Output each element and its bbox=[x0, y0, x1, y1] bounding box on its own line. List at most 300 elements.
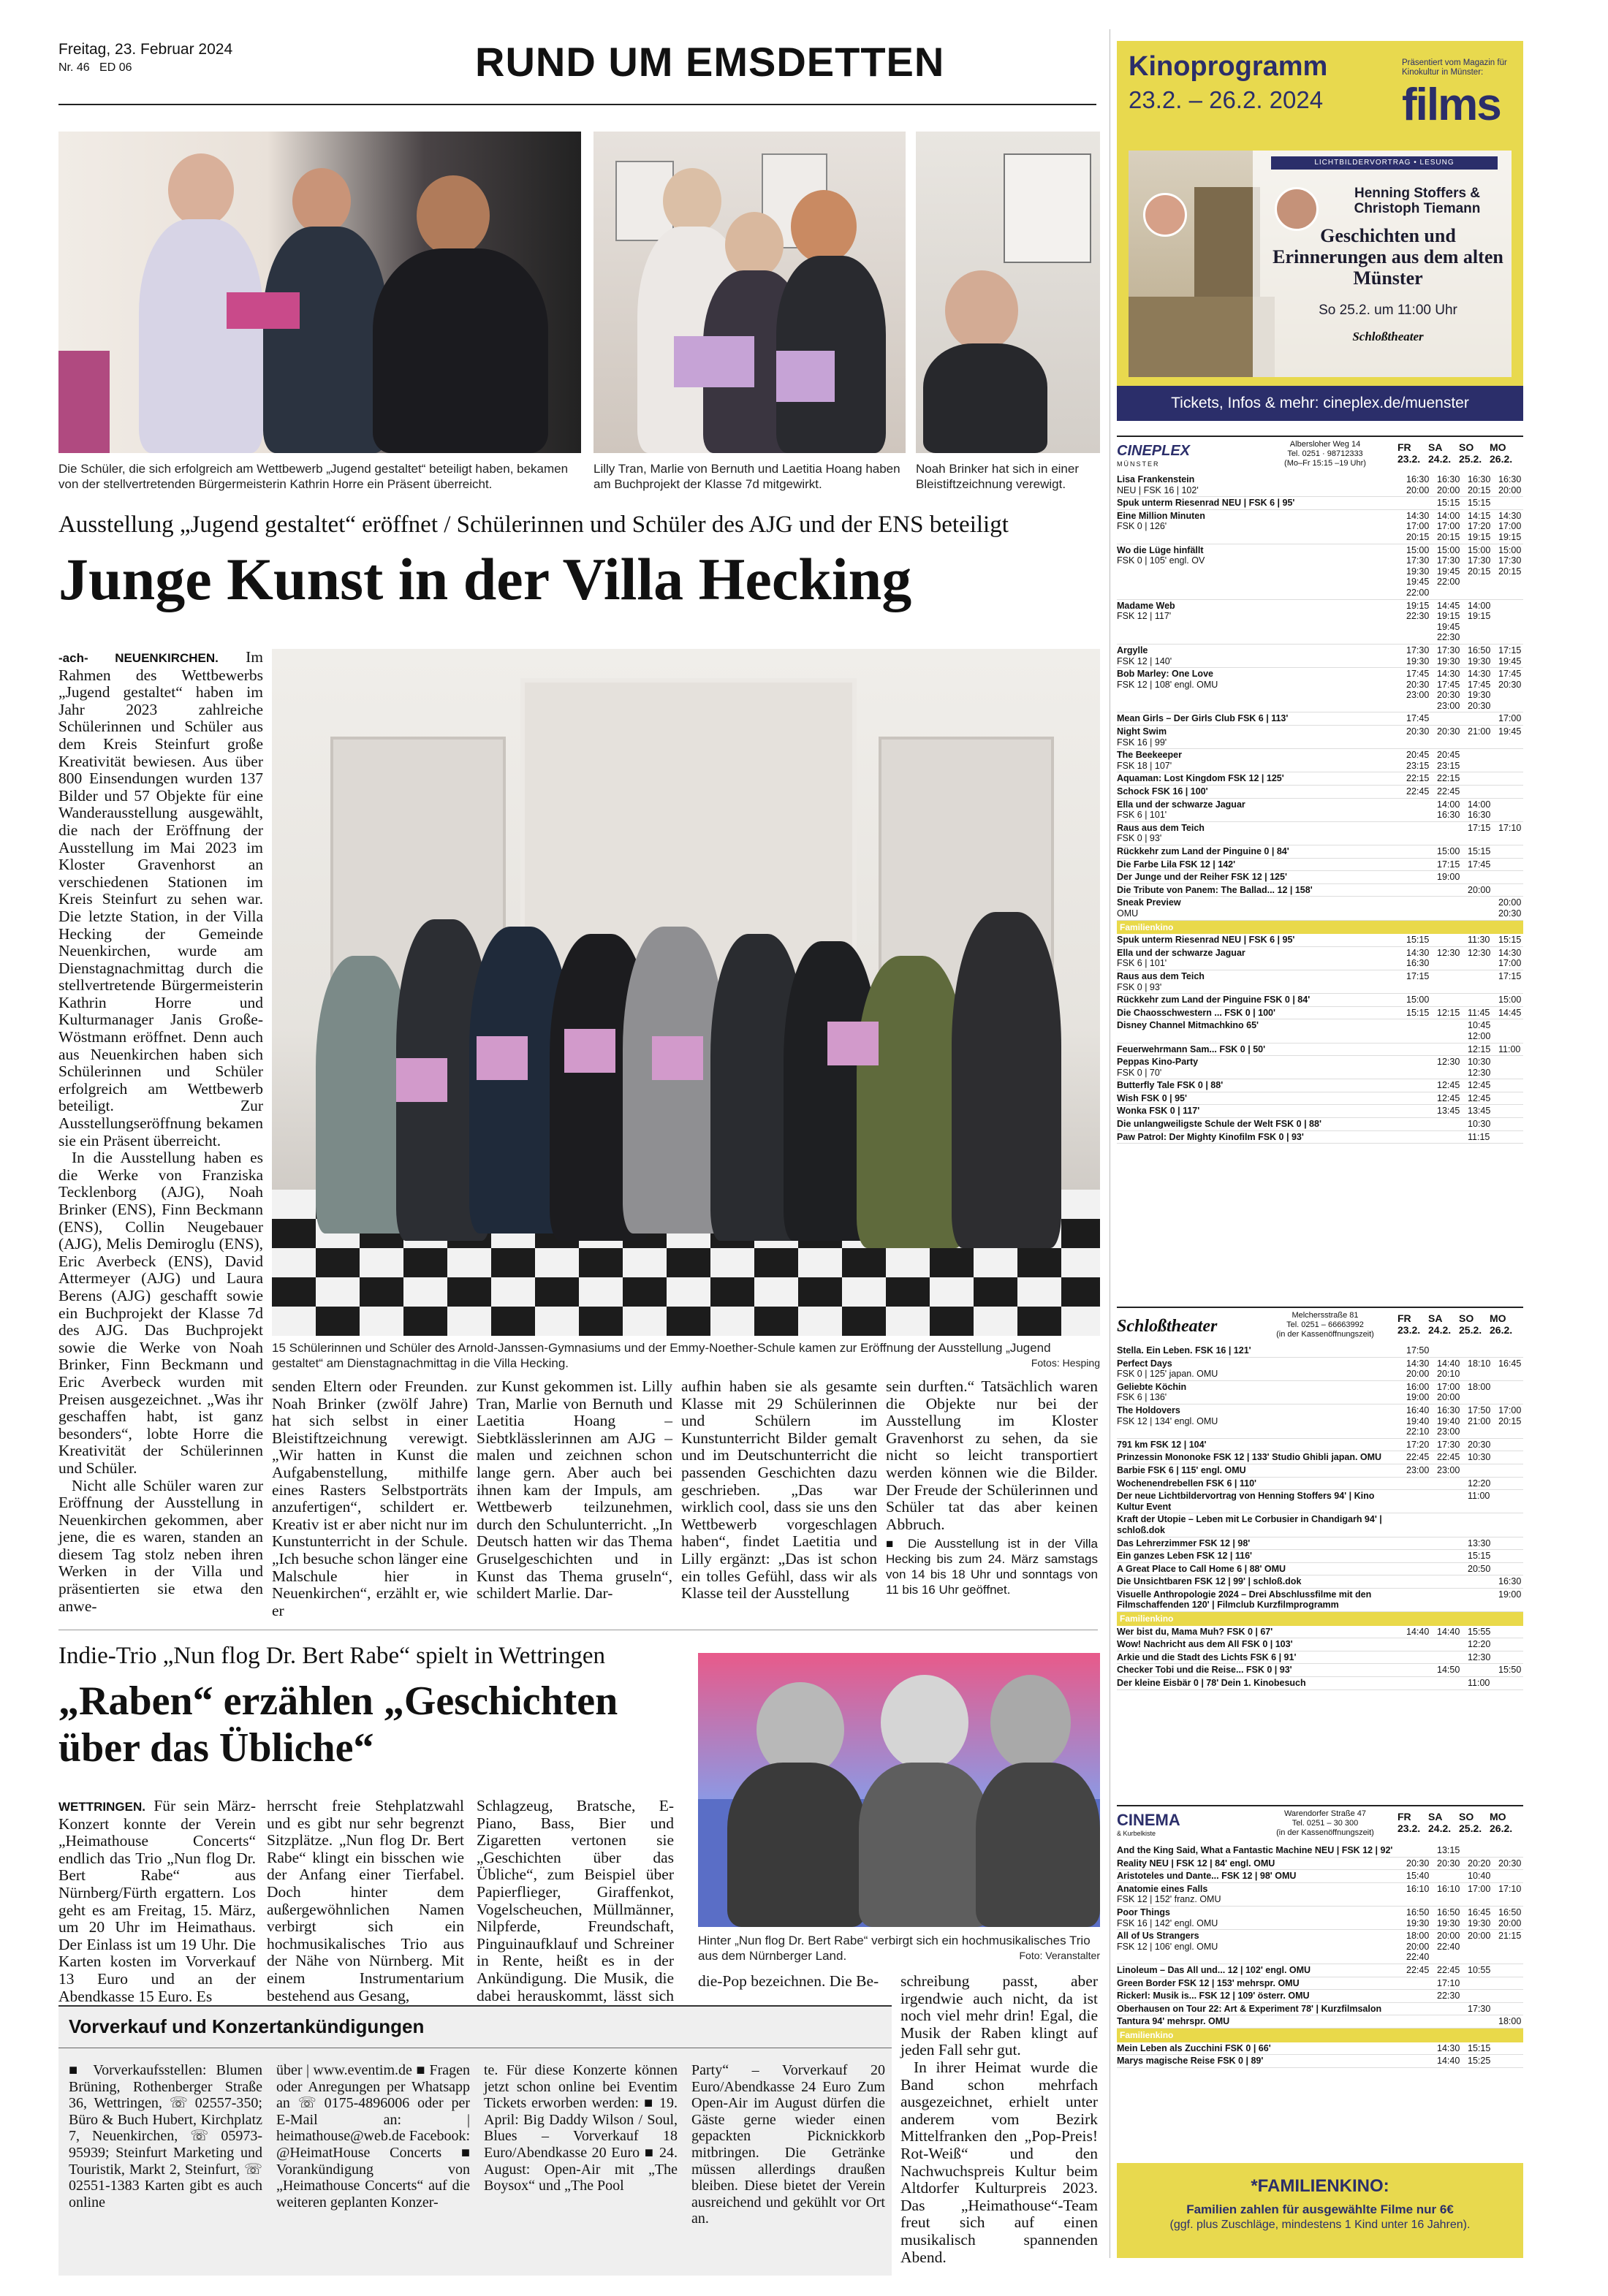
film-info: OMU bbox=[1117, 908, 1139, 919]
film-title bbox=[1117, 1382, 1400, 1403]
addr: Melchersstraße 81 bbox=[1292, 1311, 1359, 1320]
showtime: 20:00 20:30 bbox=[1498, 897, 1522, 919]
showtime bbox=[1406, 2004, 1431, 2015]
showtime: 16:30 20:00 bbox=[1498, 474, 1522, 495]
showtime: 16:30 20:15 bbox=[1468, 474, 1491, 495]
showtime bbox=[1498, 498, 1523, 509]
film-name: Wow! Nachricht aus dem All FSK 0 | 103' bbox=[1117, 1639, 1293, 1650]
film-title bbox=[1117, 1057, 1400, 1078]
addr: Albersloher Weg 14 bbox=[1289, 440, 1361, 449]
presale-text: Party“ – Vorverkauf 20 Euro/Abendkasse 24 Euro Zum Open-Air im August dürfen die Gäste gerne wieder einen gepackten Picknickkorb mitbringen. Die Getränke müssen allerdings draußen bleiben. Diese bietet der Verein ausreichend und gekühlt vor Ort an. bbox=[691, 2062, 885, 2227]
showtime bbox=[1498, 1057, 1523, 1078]
showtime: 16:10 bbox=[1437, 1883, 1460, 1894]
schloss-contact bbox=[1263, 1311, 1387, 1339]
film-name: Raus aus dem Teich bbox=[1117, 822, 1205, 833]
film-name: Wo die Lüge hinfällt bbox=[1117, 544, 1204, 555]
showtime bbox=[1406, 897, 1431, 919]
showtime bbox=[1406, 1132, 1431, 1143]
issue: Nr. 46 bbox=[58, 61, 90, 74]
showtime bbox=[1498, 1538, 1523, 1549]
film-name: Rickerl: Musik is... FSK 12 | 109' österr. OMU bbox=[1117, 1991, 1310, 2002]
film-title bbox=[1117, 1491, 1400, 1512]
showtime: 14:40 bbox=[1437, 2056, 1460, 2067]
film-name: Linoleum – Das All und... 12 | 102' engl. OMU bbox=[1117, 1964, 1311, 1975]
film-name: Argylle bbox=[1117, 645, 1148, 655]
showtime: 18:00 bbox=[1468, 1381, 1491, 1392]
schedule-row bbox=[1117, 544, 1523, 600]
date: 26.2. bbox=[1490, 453, 1513, 465]
showtime: 17:00 20:15 bbox=[1498, 1404, 1522, 1426]
film-title bbox=[1117, 1020, 1400, 1041]
showtime bbox=[1406, 1978, 1431, 1989]
film-name: Kraft der Utopie – Leben mit Le Corbusier in Chandigarh 94' | schloß.dok bbox=[1117, 1514, 1382, 1535]
showtime: 17:15 bbox=[1498, 970, 1522, 981]
film-name: The Holdovers bbox=[1117, 1404, 1180, 1415]
showtime: 22:45 bbox=[1406, 1452, 1430, 1463]
tel: Tel. 0251 – 30 300 bbox=[1292, 1819, 1359, 1828]
film-title bbox=[1117, 2043, 1400, 2054]
showtime: 16:45 19:30 bbox=[1468, 1907, 1491, 1928]
film-title bbox=[1117, 1991, 1400, 2002]
ad-speakers: Henning Stoffers & Christoph Tiemann bbox=[1354, 186, 1481, 216]
film-name: Feuerwehrmann Sam... FSK 0 | 50' bbox=[1117, 1044, 1266, 1054]
film-title bbox=[1117, 2004, 1400, 2015]
showtime: 17:45 20:30 23:00 bbox=[1406, 669, 1430, 701]
film-title bbox=[1117, 1465, 1400, 1476]
day: SO bbox=[1459, 441, 1474, 453]
film-title bbox=[1117, 1093, 1400, 1104]
film-name: Paw Patrol: Der Mighty Kinofilm FSK 0 | 93' bbox=[1117, 1131, 1304, 1142]
showtime: 15:00 17:30 19:30 19:45 22:00 bbox=[1406, 544, 1430, 598]
showtime bbox=[1468, 1978, 1493, 1989]
schedule-row bbox=[1117, 1651, 1523, 1665]
schedule-row bbox=[1117, 1439, 1523, 1452]
cineplex-contact bbox=[1274, 440, 1376, 468]
showtime: 12:45 bbox=[1468, 1092, 1491, 1103]
caption-band-photo bbox=[698, 1933, 1100, 1964]
cinema-contact bbox=[1263, 1809, 1387, 1838]
showtime bbox=[1468, 1665, 1493, 1676]
showtime: 14:40 bbox=[1437, 1626, 1460, 1637]
day: MO bbox=[1490, 1312, 1506, 1324]
article-column-5 bbox=[886, 1378, 1098, 1597]
hours: (in der Kassenöffnungszeit) bbox=[1276, 1828, 1374, 1837]
article-text: Nicht alle Schüler waren zur Eröffnung der Ausstellung in Neuenkirchen gekommen, aber jene, die es waren, standen an diesem Tag stolz neben ihren Werken in der Villa und präsentierten sie etwa den anwe- bbox=[58, 1476, 263, 1615]
film-name: Sneak Preview bbox=[1117, 897, 1181, 908]
film-name: Ella und der schwarze Jaguar bbox=[1117, 947, 1245, 958]
date: 23.2. bbox=[1397, 453, 1421, 465]
film-name: Visuelle Anthropologie 2024 – Drei Abschlussfilme mit den Filmschaffenden 120' | Filmclub Kurzfilmprogramm bbox=[1117, 1589, 1372, 1611]
showtime: 17:15 bbox=[1406, 970, 1430, 981]
film-name: Oberhausen on Tour 22: Art & Experiment 78' | Kurzfilmsalon bbox=[1117, 2003, 1382, 2014]
showtime: 18:00 bbox=[1498, 2016, 1522, 2027]
article-text: Schlagzeug, Bratsche, E-Piano, Bass, Bier und Zigaretten vertonen sie „Geschichten über das Übliche“, zum Beispiel über Papierflieger, Giraffenkot, Vogelscheuchen, Müllmänner, Nilpferde, Freundschaft, Pinguinaufklauf und Schreiner in Rente, heißt es in der Ankündigung. Die Musik, die dabei herauskommt, lässt sich bbox=[477, 1797, 674, 2004]
showtime: 23:00 bbox=[1437, 1464, 1460, 1475]
section-title: RUND UM EMSDETTEN bbox=[475, 39, 945, 85]
film-title bbox=[1117, 846, 1400, 857]
film-title bbox=[1117, 1452, 1400, 1463]
film-name: Stella. Ein Leben. FSK 16 | 121' bbox=[1117, 1345, 1251, 1356]
showtime: 20:00 22:40 bbox=[1437, 1931, 1460, 1952]
showtime bbox=[1437, 1514, 1462, 1535]
familienkino-label: Familienkino bbox=[1117, 2029, 1523, 2042]
film-name: 791 km FSK 12 | 104' bbox=[1117, 1439, 1207, 1450]
showtime: 17:10 bbox=[1498, 822, 1522, 833]
film-title bbox=[1117, 2016, 1400, 2027]
film-name: Mein Leben als Zucchini FSK 0 | 66' bbox=[1117, 2042, 1271, 2053]
date: 26.2. bbox=[1490, 1324, 1513, 1336]
showtime bbox=[1406, 859, 1431, 870]
schedule-row bbox=[1117, 1464, 1523, 1478]
showtime bbox=[1498, 1452, 1523, 1463]
showtime: 15:00 17:30 20:15 bbox=[1498, 544, 1522, 577]
article2-column-4 bbox=[698, 1973, 888, 1991]
showtime bbox=[1468, 1465, 1493, 1476]
showtime: 15:25 bbox=[1468, 2056, 1491, 2067]
showtime: 12:30 bbox=[1468, 1651, 1491, 1662]
schedule-row bbox=[1117, 970, 1523, 994]
addr: Warendorfer Straße 47 bbox=[1283, 1809, 1367, 1818]
showtime bbox=[1406, 799, 1431, 821]
hours: (Mo–Fr 15:15 –19 Uhr) bbox=[1284, 459, 1366, 468]
showtime: 11:15 bbox=[1468, 1131, 1490, 1142]
article2-column-5 bbox=[900, 1973, 1098, 2266]
schedule-row bbox=[1117, 726, 1523, 749]
showtime bbox=[1498, 1119, 1523, 1130]
schedule-row bbox=[1117, 1677, 1523, 1690]
schedule-row bbox=[1117, 1907, 1523, 1930]
schedule-row bbox=[1117, 772, 1523, 786]
film-name: Butterfly Tale FSK 0 | 88' bbox=[1117, 1080, 1224, 1091]
showtime: 20:30 bbox=[1406, 726, 1430, 737]
schedule-row bbox=[1117, 1870, 1523, 1883]
film-name: A Great Place to Call Home 6 | 88' OMU bbox=[1117, 1563, 1286, 1574]
showtime bbox=[1498, 1871, 1523, 1882]
film-title bbox=[1117, 1080, 1400, 1091]
showtime: 19:15 22:30 bbox=[1406, 600, 1430, 622]
date: 24.2. bbox=[1428, 1822, 1452, 1834]
showtime: 16:50 19:30 bbox=[1437, 1907, 1460, 1928]
film-name: Perfect Days bbox=[1117, 1358, 1172, 1369]
showtime bbox=[1406, 1564, 1431, 1575]
showtime bbox=[1498, 1478, 1523, 1489]
film-name: Raus aus dem Teich bbox=[1117, 970, 1205, 981]
showtime bbox=[1498, 1345, 1523, 1356]
film-title bbox=[1117, 1978, 1400, 1989]
showtime bbox=[1468, 971, 1493, 992]
showtime: 22:45 bbox=[1406, 1964, 1430, 1975]
showtime bbox=[1406, 1514, 1431, 1535]
photo-band bbox=[698, 1653, 1100, 1927]
showtime: 14:15 17:20 19:15 bbox=[1468, 510, 1491, 542]
showtime: 14:30 17:45 20:30 23:00 bbox=[1437, 669, 1460, 711]
showtime: 14:40 20:10 bbox=[1437, 1358, 1460, 1380]
film-name: Schock FSK 16 | 100' bbox=[1117, 786, 1208, 797]
showtime: 16:45 bbox=[1498, 1358, 1522, 1369]
showtime bbox=[1406, 1665, 1431, 1676]
showtime: 14:30 17:00 19:15 bbox=[1498, 510, 1522, 542]
article-column-1 bbox=[58, 649, 263, 1615]
cineplex-schedule bbox=[1117, 474, 1523, 1144]
film-title bbox=[1117, 1907, 1400, 1928]
film-title bbox=[1117, 713, 1400, 724]
showtime bbox=[1406, 1478, 1431, 1489]
film-title bbox=[1117, 1132, 1400, 1143]
article-text: sein durften.“ Tatsächlich waren die Objekte nur bei der Ausstellung im Kloster Gravenhorst zu sehen, da sie nicht so leicht transportiert werden können wie die Bilder. Der Freude der Schülerinnen und Schüler tat das aber keinen Abbruch. bbox=[886, 1377, 1098, 1533]
schedule-row bbox=[1117, 1490, 1523, 1513]
film-name: Spuk unterm Riesenrad NEU | FSK 6 | 95' bbox=[1117, 935, 1295, 946]
cineplex-sub: MÜNSTER bbox=[1117, 460, 1160, 468]
schedule-row bbox=[1117, 1638, 1523, 1651]
film-title bbox=[1117, 1551, 1400, 1562]
showtime: 19:00 bbox=[1498, 1589, 1522, 1600]
film-name: Der kleine Eisbär 0 | 78' Dein 1. Kinobesuch bbox=[1117, 1678, 1306, 1689]
film-info: FSK 16 | 99' bbox=[1117, 737, 1167, 748]
schedule-row bbox=[1117, 1883, 1523, 1907]
cinema-logo: CINEMA bbox=[1117, 1811, 1180, 1829]
showtime: 16:30 bbox=[1498, 1576, 1522, 1587]
film-name: Der neue Lichtbildervortrag von Henning Stoffers 94' | Kino Kultur Event bbox=[1117, 1491, 1375, 1512]
showtime bbox=[1406, 1845, 1431, 1856]
showtime: 14:00 17:00 20:15 bbox=[1437, 510, 1460, 542]
schedule-row bbox=[1117, 2042, 1523, 2056]
film-info: FSK 0 | 126' bbox=[1117, 521, 1167, 532]
schedule-row bbox=[1117, 1964, 1523, 1977]
article2-column-3 bbox=[477, 1798, 674, 2022]
showtime bbox=[1406, 823, 1431, 844]
schedule-row bbox=[1117, 1664, 1523, 1677]
photo-award-handover bbox=[58, 132, 581, 453]
photo-credit: Fotos: Hesping bbox=[1031, 1357, 1100, 1369]
showtime: 17:50 21:00 bbox=[1468, 1404, 1491, 1426]
showtime bbox=[1498, 799, 1523, 821]
schedule-row bbox=[1117, 884, 1523, 897]
tickets-link[interactable]: Tickets, Infos & mehr: cineplex.de/muenster bbox=[1117, 386, 1523, 421]
showtime: 10:45 12:00 bbox=[1468, 1020, 1491, 1041]
film-name: Aristoteles und Dante... FSK 12 | 98' OMU bbox=[1117, 1871, 1297, 1882]
film-title bbox=[1117, 1345, 1400, 1356]
showtime bbox=[1437, 1020, 1462, 1041]
article-kicker: Ausstellung „Jugend gestaltet“ eröffnet / Schülerinnen und Schüler des AJG und der ENS beteiligt bbox=[58, 512, 1009, 538]
showtime: 16:40 19:40 22:10 bbox=[1406, 1404, 1430, 1437]
showtime bbox=[1498, 2056, 1523, 2067]
showtime: 15:00 bbox=[1406, 995, 1430, 1006]
showtime: 17:45 20:30 bbox=[1498, 669, 1522, 690]
showtime: 17:00 bbox=[1498, 713, 1522, 724]
article-headline: Junge Kunst in der Villa Hecking bbox=[58, 546, 912, 612]
film-info: FSK 16 | 142' engl. OMU bbox=[1117, 1917, 1218, 1928]
showtime bbox=[1437, 1589, 1462, 1611]
presale-col-4 bbox=[691, 2062, 885, 2227]
showtime bbox=[1468, 773, 1493, 784]
date: 25.2. bbox=[1459, 1324, 1482, 1336]
article-column-2 bbox=[272, 1378, 468, 1619]
ad-venue: Schloßtheater bbox=[1352, 330, 1424, 343]
showtime bbox=[1468, 872, 1493, 883]
film-title bbox=[1117, 645, 1400, 666]
showtime bbox=[1468, 1845, 1493, 1856]
tel: Tel. 0251 – 66663992 bbox=[1286, 1320, 1364, 1329]
film-title bbox=[1117, 2056, 1400, 2067]
showtime bbox=[1468, 750, 1493, 771]
film-name: Eine Million Minuten bbox=[1117, 510, 1205, 521]
showtime bbox=[1406, 1576, 1431, 1587]
showtime bbox=[1498, 1020, 1523, 1041]
schedule-row bbox=[1117, 859, 1523, 872]
film-title bbox=[1117, 726, 1400, 748]
showtime: 16:10 bbox=[1406, 1883, 1430, 1894]
photo-noah-brinker bbox=[916, 132, 1100, 453]
film-name: Ein ganzes Leben FSK 12 | 116' bbox=[1117, 1551, 1253, 1562]
day: SO bbox=[1459, 1811, 1474, 1822]
film-name: Das Lehrerzimmer FSK 12 | 98' bbox=[1117, 1537, 1251, 1548]
showtime: 20:45 23:15 bbox=[1437, 750, 1460, 771]
date: 24.2. bbox=[1428, 1324, 1452, 1336]
showtime: 19:45 bbox=[1498, 726, 1522, 737]
showtime: 12:45 bbox=[1437, 1080, 1460, 1091]
kino-dates: 23.2. – 26.2. 2024 bbox=[1129, 86, 1324, 113]
article2-headline bbox=[58, 1678, 618, 1771]
showtime bbox=[1406, 885, 1431, 896]
presale-col-1 bbox=[69, 2062, 262, 2211]
showtime: 20:30 bbox=[1498, 1858, 1522, 1869]
showtime bbox=[1406, 1538, 1431, 1549]
film-title bbox=[1117, 1871, 1400, 1882]
showtime: 14:50 bbox=[1437, 1665, 1460, 1676]
showtime: 14:30 16:30 bbox=[1406, 947, 1430, 969]
film-name: Die unlangweiligste Schule der Welt FSK 0 | 88' bbox=[1117, 1119, 1321, 1130]
showtime bbox=[1406, 498, 1431, 509]
showtime: 16:50 19:30 bbox=[1406, 1907, 1430, 1928]
showtime bbox=[1406, 1044, 1431, 1055]
film-info: FSK 0 | 93' bbox=[1117, 833, 1162, 844]
showtime: 15:00 bbox=[1437, 846, 1460, 856]
schedule-row bbox=[1117, 2003, 1523, 2016]
showtime bbox=[1406, 1551, 1431, 1562]
showtime bbox=[1498, 1551, 1523, 1562]
showtime bbox=[1406, 1991, 1431, 2002]
schedule-row bbox=[1117, 1079, 1523, 1092]
film-title bbox=[1117, 1564, 1400, 1575]
schedule-row bbox=[1117, 712, 1523, 726]
schedule-row bbox=[1117, 1131, 1523, 1144]
presale-text: ■ Vorverkaufsstellen: Blumen Brüning, Rothenberger Straße 36, Wettringen, ☏ 02557-350; Büro & Buch Hubert, Kirchplatz 7, Neuenkirchen, ☏ 05973-95939; Steinfurt Marketing und Touristik, Markt 2, Steinfurt, ☏ 02551-1383 Karten gibt es auch online bbox=[69, 2062, 262, 2211]
showtime bbox=[1468, 1589, 1493, 1611]
showtime bbox=[1498, 2004, 1523, 2015]
film-name: Geliebte Köchin bbox=[1117, 1381, 1187, 1392]
schedule-row bbox=[1117, 1381, 1523, 1404]
showtime: 12:20 bbox=[1468, 1639, 1491, 1650]
film-title bbox=[1117, 1639, 1400, 1650]
schedule-row bbox=[1117, 994, 1523, 1007]
film-title bbox=[1117, 1858, 1400, 1869]
showtime bbox=[1498, 1514, 1523, 1535]
showtime: 19:00 bbox=[1437, 872, 1460, 883]
showtime: 18:00 20:00 22:40 bbox=[1406, 1931, 1430, 1963]
showtime: 12:15 bbox=[1437, 1007, 1460, 1018]
article-author: -ach- NEUENKIRCHEN. bbox=[58, 651, 219, 665]
showtime: 14:30 17:45 19:30 20:30 bbox=[1468, 669, 1491, 711]
presale-text: über | www.eventim.de ■ Fragen oder Anregungen per Whatsapp an ☏ 0175-4896006 oder per E-Mail an: | heimathouse@web.de Facebook: @HeimatHouse Concerts ■ Vorankündigung von „Heimathouse Concerts“ auf die weiteren geplanten Konzer- bbox=[276, 2062, 471, 2211]
caption-photo-2: Lilly Tran, Marlie von Bernuth und Laetitia Hoang haben am Buchprojekt der Klasse 7d mitgewirkt. bbox=[593, 462, 900, 491]
film-info: FSK 0 | 70' bbox=[1117, 1067, 1162, 1078]
film-title bbox=[1117, 786, 1400, 797]
article-text: Im Rahmen des Wettbewerbs „Jugend gestaltet“ haben im Jahr 2023 zahlreiche Schülerinnen und Schüler aus dem Kreis Steinfurt große Kreativität bewiesen. Aus über 800 Einsendungen wurden 137 Bilder und 57 Objekte für eine Wanderausstellung ausgewählt, die nach der Eröffnung der Ausstellung im Mai 2023 im Kloster Gravenhorst an verschiedenen Stationen im Kreis Steinfurt zu sehen war. Die letzte Station, in der Villa Hecking der Gemeinde Neuenkirchen, wurde am Dienstagnachmittag durch die stellvertretende Bürgermeisterin Kathrin Horre und Kulturmanager Janis Große-Wöstmann eröffnet. Denn auch aus Neuenkirchen haben sich Schülerinnen und Schüler erfolgreich am Wettbewerb beteiligt. Zur Ausstellungseröffnung bekamen sie ein Präsent überreicht. bbox=[58, 648, 263, 1149]
schedule-row bbox=[1117, 1513, 1523, 1537]
film-info: FSK 12 | 108' engl. OMU bbox=[1117, 679, 1218, 690]
showtime: 15:15 bbox=[1437, 498, 1460, 509]
ad-title: Geschichten und Erinnerungen aus dem alten Münster bbox=[1273, 225, 1503, 289]
showtime: 11:00 bbox=[1498, 1044, 1521, 1054]
headline-line: über das Übliche“ bbox=[58, 1725, 374, 1771]
showtime bbox=[1468, 1514, 1493, 1535]
showtime bbox=[1437, 1652, 1462, 1663]
schedule-row bbox=[1117, 1626, 1523, 1639]
showtime bbox=[1437, 823, 1462, 844]
kino-header-ad bbox=[1117, 41, 1523, 421]
film-info: FSK 0 | 105' engl. OV bbox=[1117, 555, 1205, 566]
showtime: 12:30 bbox=[1437, 1057, 1460, 1068]
showtime: 20:45 23:15 bbox=[1406, 750, 1430, 771]
film-name: Wochenendrebellen FSK 6 | 110' bbox=[1117, 1478, 1257, 1489]
date: 23.2. bbox=[1397, 1822, 1421, 1834]
film-title bbox=[1117, 474, 1400, 495]
schedule-row bbox=[1117, 822, 1523, 845]
film-title bbox=[1117, 750, 1400, 771]
film-name: Night Swim bbox=[1117, 726, 1167, 737]
showtime bbox=[1406, 872, 1431, 883]
schedule-row bbox=[1117, 645, 1523, 668]
showtime bbox=[1437, 2004, 1462, 2015]
showtime: 12:45 bbox=[1437, 1092, 1460, 1103]
showtime: 12:45 bbox=[1468, 1080, 1491, 1091]
film-title bbox=[1117, 669, 1400, 711]
showtime bbox=[1406, 1639, 1431, 1650]
showtime bbox=[1498, 885, 1523, 896]
day: FR bbox=[1397, 441, 1411, 453]
film-name: Der Junge und der Reiher FSK 12 | 125' bbox=[1117, 872, 1287, 883]
showtime: 20:20 bbox=[1468, 1858, 1491, 1869]
schedule-row bbox=[1117, 947, 1523, 970]
showtime bbox=[1406, 1652, 1431, 1663]
showtime bbox=[1437, 935, 1462, 946]
film-info: FSK 18 | 107' bbox=[1117, 760, 1172, 771]
showtime: 15:15 bbox=[1468, 846, 1491, 856]
schedule-row bbox=[1117, 1550, 1523, 1563]
schedule-row bbox=[1117, 1478, 1523, 1491]
showtime: 15:15 bbox=[1406, 935, 1430, 946]
film-name: Prinzessin Mononoke FSK 12 | 133' Studio Ghibli japan. OMU bbox=[1117, 1452, 1382, 1463]
day: SA bbox=[1428, 441, 1443, 453]
showtime: 21:00 bbox=[1468, 726, 1491, 737]
showtime: 16:50 19:30 bbox=[1468, 645, 1491, 666]
film-title bbox=[1117, 823, 1400, 844]
film-name: All of Us Strangers bbox=[1117, 1931, 1199, 1942]
schedule-row bbox=[1117, 1844, 1523, 1858]
showtime: 17:30 bbox=[1437, 1439, 1460, 1450]
showtime: 14:00 19:15 bbox=[1468, 600, 1491, 622]
film-title bbox=[1117, 1405, 1400, 1437]
showtime: 15:00 17:30 19:45 22:00 bbox=[1437, 544, 1460, 588]
showtime: 10:30 12:30 bbox=[1468, 1057, 1491, 1078]
film-info: FSK 6 | 101' bbox=[1117, 810, 1167, 821]
film-name: Checker Tobi und die Reise... FSK 0 | 93' bbox=[1117, 1665, 1292, 1676]
showtime bbox=[1498, 1845, 1523, 1856]
presale-col-2 bbox=[276, 2062, 470, 2211]
showtime: 22:45 bbox=[1437, 786, 1460, 797]
article-text: Für sein März-Konzert konnte der Verein „Heimathouse Concerts“ endlich das Trio „Nun flog Dr. Bert Rabe“ aus Nürnberg/Fürth ergattern. Los geht es am Freitag, 15. März, um 20 Uhr im Heimathaus. Der Einlass ist um 19 Uhr. Die Karten kosten im Vorverkauf 13 Euro und an der Abendkasse 15 Euro. Es bbox=[58, 1797, 256, 2005]
showtime: 15:40 bbox=[1406, 1871, 1430, 1882]
